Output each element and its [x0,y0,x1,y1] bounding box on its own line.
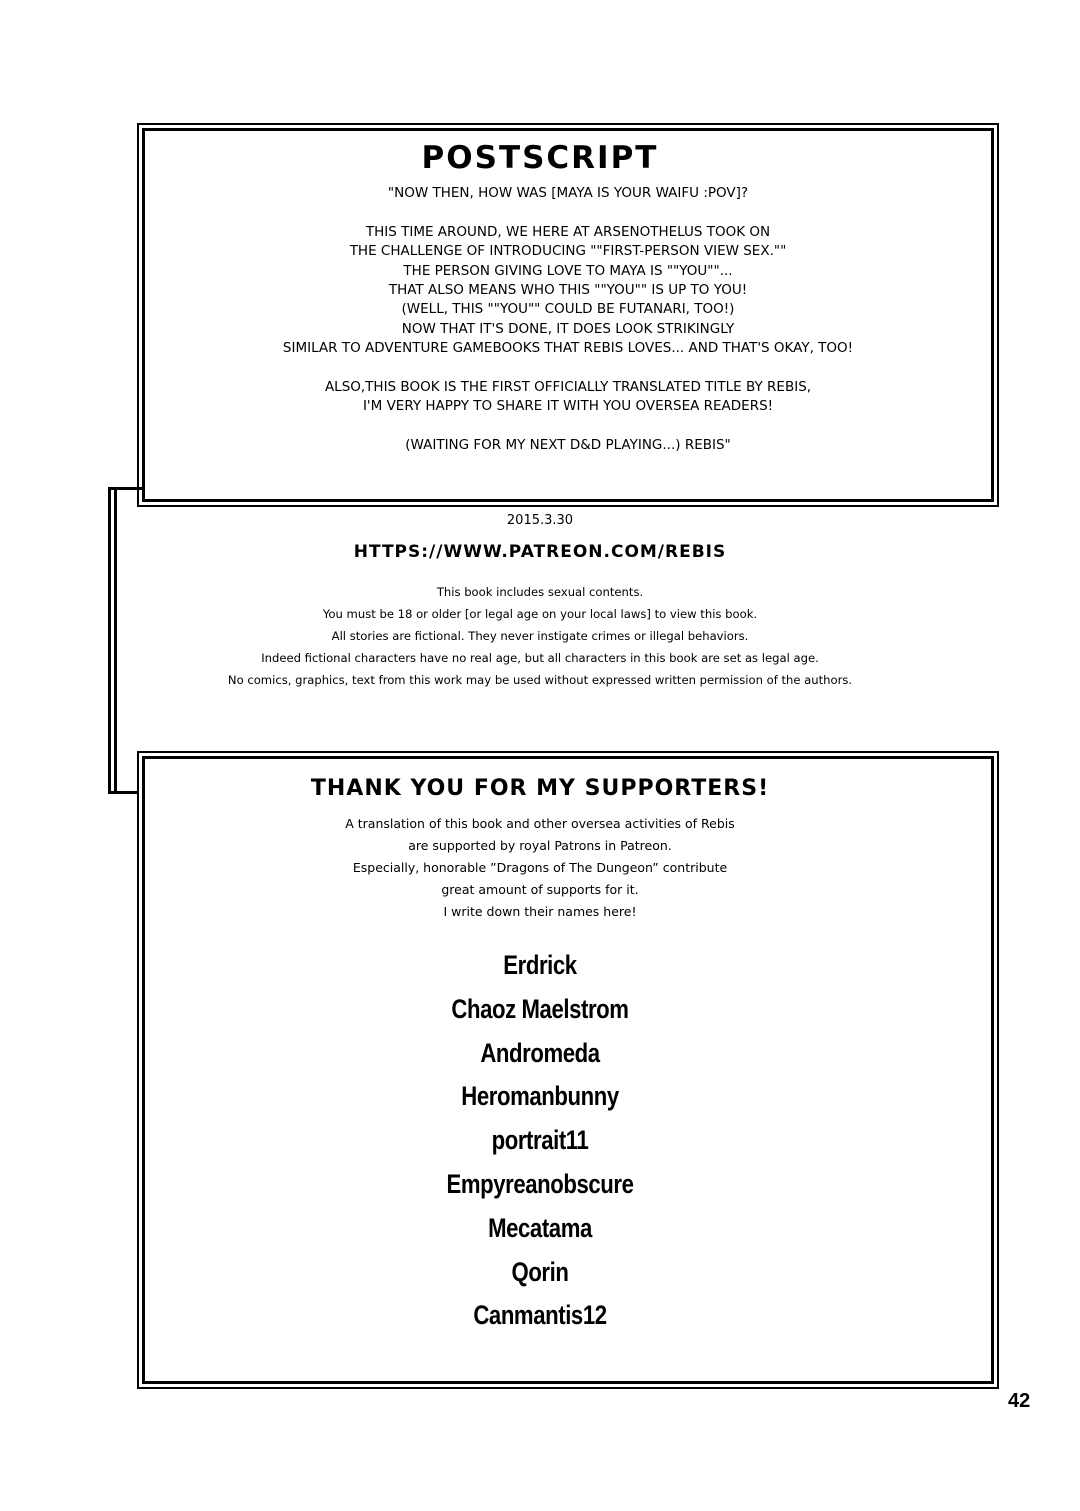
supporter-name: Qorin [511,1256,569,1287]
disclaimer [0,581,1080,691]
postscript-gap [142,417,994,436]
postscript-line: (WELL, THIS ""YOU"" COULD BE FUTANARI, TOO!) [401,301,735,318]
supporters-line: Especially, honorable ”Dragons of The Dungeon” contribute [352,860,728,875]
disclaimer-line: All stories are fictional. They never instigate crimes or illegal behaviors. [331,629,749,643]
supporters-title: THANK YOU FOR MY SUPPORTERS! [310,776,770,801]
supporter-name: Chaoz Maelstrom [451,993,629,1024]
postscript-line: THIS TIME AROUND, WE HERE AT ARSENOTHELUS TOOK ON [365,223,771,240]
postscript-line: THE PERSON GIVING LOVE TO MAYA IS ""YOU""... [403,262,733,279]
supporters-line: great amount of supports for it. [441,882,639,897]
disclaimer-line: You must be 18 or older [or legal age on your local laws] to view this book. [322,607,758,621]
postscript-line: SIMILAR TO ADVENTURE GAMEBOOKS THAT REBIS LOVES... AND THAT'S OKAY, TOO! [282,340,854,357]
date: 2015.3.30 [506,513,574,528]
postscript-title: POSTSCRIPT [421,140,659,176]
postscript-gap [142,203,994,222]
postscript-line: I'M VERY HAPPY TO SHARE IT WITH YOU OVERSEA READERS! [362,398,774,415]
postscript-line: "NOW THEN, HOW WAS [MAYA IS YOUR WAIFU :POV]? [387,185,749,201]
postscript-text [142,184,994,455]
supporter-name: Heromanbunny [461,1081,619,1112]
postscript-line: THAT ALSO MEANS WHO THIS ""YOU"" IS UP TO YOU! [388,281,748,298]
supporters-text [0,813,1080,923]
supporters-line: I write down their names here! [443,904,637,919]
page-number: 42 [1008,1390,1031,1412]
postscript-line: NOW THAT IT'S DONE, IT DOES LOOK STRIKINGLY [401,320,735,337]
disclaimer-line: No comics, graphics, text from this work may be used without expressed written permission of the authors. [227,673,853,687]
supporter-name: Erdrick [503,950,577,980]
supporter-name: Canmantis12 [473,1300,607,1331]
patreon-url: HTTPS://WWW.PATREON.COM/REBIS [353,542,727,562]
supporter-name: Andromeda [480,1037,600,1068]
supporter-name: Empyreanobscure [446,1168,634,1199]
postscript-line: THE CHALLENGE OF INTRODUCING ""FIRST-PERSON VIEW SEX."" [349,243,787,260]
postscript-gap [142,359,994,378]
supporter-name: Mecatama [488,1212,592,1243]
supporters-line: A translation of this book and other oversea activities of Rebis [345,816,735,831]
supporters-line: are supported by royal Patrons in Patreon. [408,838,672,853]
postscript-line: (WAITING FOR MY NEXT D&D PLAYING...) REBIS" [405,437,731,454]
supporter-name: portrait11 [491,1125,589,1156]
disclaimer-line: Indeed fictional characters have no real age, but all characters in this book are set as legal age. [261,651,819,665]
postscript-line: ALSO,THIS BOOK IS THE FIRST OFFICIALLY TRANSLATED TITLE BY REBIS, [324,378,812,395]
disclaimer-line: This book includes sexual contents. [436,585,644,599]
supporter-names [0,944,1080,1338]
